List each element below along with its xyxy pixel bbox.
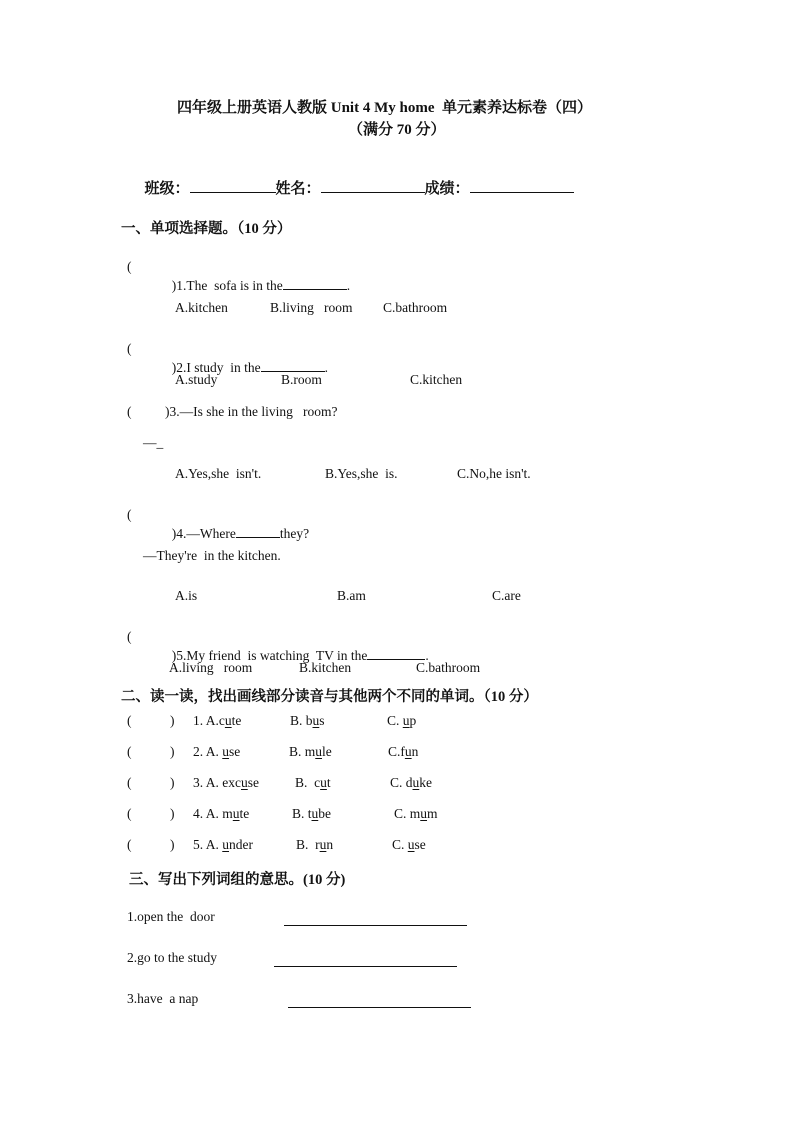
phonics-b-2[interactable]: [289, 744, 332, 760]
q1-end: .: [346, 278, 351, 293]
word-part: c: [218, 713, 225, 728]
name-blank[interactable]: [321, 178, 425, 193]
phonics-close-1[interactable]: ): [170, 713, 175, 728]
q3-stem: )3.—Is she in the living room?: [165, 404, 338, 419]
q5-option-b[interactable]: B.kitchen: [299, 660, 352, 675]
word-part: se: [247, 775, 259, 790]
phonics-b-1[interactable]: [290, 713, 325, 729]
word-part: C. m: [394, 806, 421, 821]
name-label: 姓名：: [275, 181, 321, 197]
q5-option-a[interactable]: A.living room: [169, 660, 253, 675]
underlined-letter: u: [222, 744, 230, 759]
class-blank[interactable]: [190, 178, 276, 193]
phonics-num: 3. A.: [193, 775, 223, 790]
underlined-letter: u: [311, 806, 319, 821]
q3-option-b[interactable]: B.Yes,she is.: [325, 466, 398, 481]
underlined-letter: u: [407, 837, 415, 852]
q1-option-b[interactable]: B.living room: [270, 300, 353, 315]
word-part: nder: [229, 837, 254, 852]
phonics-open-1[interactable]: (: [127, 713, 132, 728]
q3-option-a[interactable]: A.Yes,she isn't.: [175, 466, 262, 481]
q1-stem-text: )1.The sofa is in the: [171, 278, 283, 293]
q4-option-b[interactable]: B.am: [337, 588, 366, 603]
q5-option-c[interactable]: C.bathroom: [416, 660, 481, 675]
word-part: m: [222, 806, 233, 821]
underlined-letter: u: [320, 775, 327, 790]
phonics-c-2[interactable]: [388, 744, 418, 760]
phonics-close-3[interactable]: ): [170, 775, 175, 790]
q4-option-a[interactable]: A.is: [175, 588, 198, 603]
q2-option-a[interactable]: A.study: [175, 372, 218, 387]
word-part: be: [318, 806, 332, 821]
underlined-letter: u: [222, 837, 230, 852]
answer-line-1[interactable]: [284, 924, 467, 926]
word-part: C.f: [388, 744, 405, 759]
word-part: exc: [222, 775, 241, 790]
word-part: te: [231, 713, 242, 728]
q5-end: .: [425, 648, 429, 663]
underlined-letter: u: [420, 806, 428, 821]
q1-blank[interactable]: [283, 275, 347, 290]
underlined-letter: u: [412, 775, 420, 790]
q4-blank[interactable]: [236, 523, 280, 538]
phonics-open-2[interactable]: (: [127, 744, 132, 759]
word-part: se: [229, 744, 241, 759]
phonics-open-5[interactable]: (: [127, 837, 132, 852]
exam-subtitle: （满分 70 分）: [348, 122, 446, 138]
phonics-num: 5. A.: [193, 837, 223, 852]
word-part: n: [326, 837, 334, 852]
word-part: n: [411, 744, 419, 759]
phonics-open-4[interactable]: (: [127, 806, 132, 821]
q2-end: .: [324, 360, 328, 375]
phonics-b-5[interactable]: [296, 837, 333, 853]
q2-paren[interactable]: (: [127, 341, 132, 356]
q3-option-c[interactable]: C.No,he isn't.: [457, 466, 531, 481]
word-part: ke: [419, 775, 433, 790]
q5-blank[interactable]: [367, 645, 425, 660]
underlined-letter: u: [232, 806, 240, 821]
phonics-a-1[interactable]: [193, 713, 241, 729]
answer-line-2[interactable]: [274, 965, 457, 967]
phonics-a-2[interactable]: [193, 744, 240, 760]
q4-stem: [165, 507, 309, 542]
exam-title: 四年级上册英语人教版 Unit 4 My home 单元素养达标卷（四）: [177, 100, 592, 116]
phonics-c-1[interactable]: [387, 713, 416, 729]
word-part: p: [409, 713, 417, 728]
phonics-num: 1. A.: [193, 713, 219, 728]
word-part: B. b: [290, 713, 313, 728]
word-part: t: [326, 775, 331, 790]
phonics-a-4[interactable]: [193, 806, 249, 822]
q5-stem: [165, 629, 429, 664]
word-part: se: [414, 837, 426, 852]
word-part: B. t: [292, 806, 312, 821]
phonics-c-5[interactable]: [392, 837, 426, 853]
word-part: B. c: [295, 775, 321, 790]
class-label: 班级：: [144, 181, 190, 197]
student-info-row: [137, 160, 574, 198]
phonics-close-2[interactable]: ): [170, 744, 175, 759]
phrase-item-2: 2.go to the study: [127, 950, 217, 965]
phonics-num: 2. A.: [193, 744, 223, 759]
q3-reply[interactable]: —_: [143, 435, 164, 450]
word-part: le: [322, 744, 332, 759]
answer-line-3[interactable]: [288, 1006, 471, 1008]
q4-paren[interactable]: (: [127, 507, 132, 522]
score-label: 成绩：: [424, 181, 470, 197]
word-part: B. m: [289, 744, 316, 759]
q2-blank[interactable]: [261, 357, 325, 372]
underlined-letter: u: [312, 713, 320, 728]
phonics-a-3[interactable]: [193, 775, 259, 791]
q1-option-a[interactable]: A.kitchen: [175, 300, 228, 315]
section3-heading: 三、写出下列词组的意思。(10 分): [129, 872, 346, 888]
q5-stem-text: )5.My friend is watching TV in the: [171, 648, 368, 663]
q5-paren[interactable]: (: [127, 629, 132, 644]
q4-option-c[interactable]: C.are: [492, 588, 521, 603]
section2-heading: 二、读一读，找出画线部分读音与其他两个不同的单词。（10 分）: [121, 689, 538, 705]
q4-reply: —They're in the kitchen.: [143, 548, 281, 563]
underlined-letter: u: [315, 744, 323, 759]
q2-option-c[interactable]: C.kitchen: [410, 372, 463, 387]
word-part: C. d: [390, 775, 413, 790]
underlined-letter: u: [224, 713, 232, 728]
underlined-letter: u: [319, 837, 327, 852]
phonics-c-3[interactable]: [390, 775, 432, 791]
q4-stem-text: )4.—Where: [171, 526, 236, 541]
q1-option-c[interactable]: C.bathroom: [383, 300, 448, 315]
phonics-c-4[interactable]: [394, 806, 438, 822]
phonics-b-4[interactable]: [292, 806, 331, 822]
word-part: te: [239, 806, 250, 821]
word-part: B. r: [296, 837, 320, 852]
phonics-b-3[interactable]: [295, 775, 331, 791]
phonics-num: 4. A.: [193, 806, 223, 821]
word-part: C.: [387, 713, 403, 728]
phonics-open-3[interactable]: (: [127, 775, 132, 790]
underlined-letter: u: [404, 744, 412, 759]
section1-heading: 一、单项选择题。（10 分）: [121, 221, 292, 237]
q1-paren[interactable]: (: [127, 259, 132, 274]
phonics-a-5[interactable]: [193, 837, 253, 853]
q2-stem: [165, 341, 328, 376]
score-blank[interactable]: [470, 178, 574, 193]
phonics-close-4[interactable]: ): [170, 806, 175, 821]
q3-paren[interactable]: (: [127, 404, 132, 419]
underlined-letter: u: [241, 775, 248, 790]
underlined-letter: u: [402, 713, 410, 728]
phrase-item-3: 3.have a nap: [127, 991, 199, 1006]
q1-stem: [165, 259, 350, 294]
word-part: s: [319, 713, 325, 728]
q4-end: they?: [279, 526, 310, 541]
phrase-item-1: 1.open the door: [127, 909, 215, 924]
word-part: m: [427, 806, 438, 821]
phonics-close-5[interactable]: ): [170, 837, 175, 852]
q2-stem-text: )2.I study in the: [171, 360, 261, 375]
q2-option-b[interactable]: B.room: [281, 372, 322, 387]
word-part: C.: [392, 837, 408, 852]
